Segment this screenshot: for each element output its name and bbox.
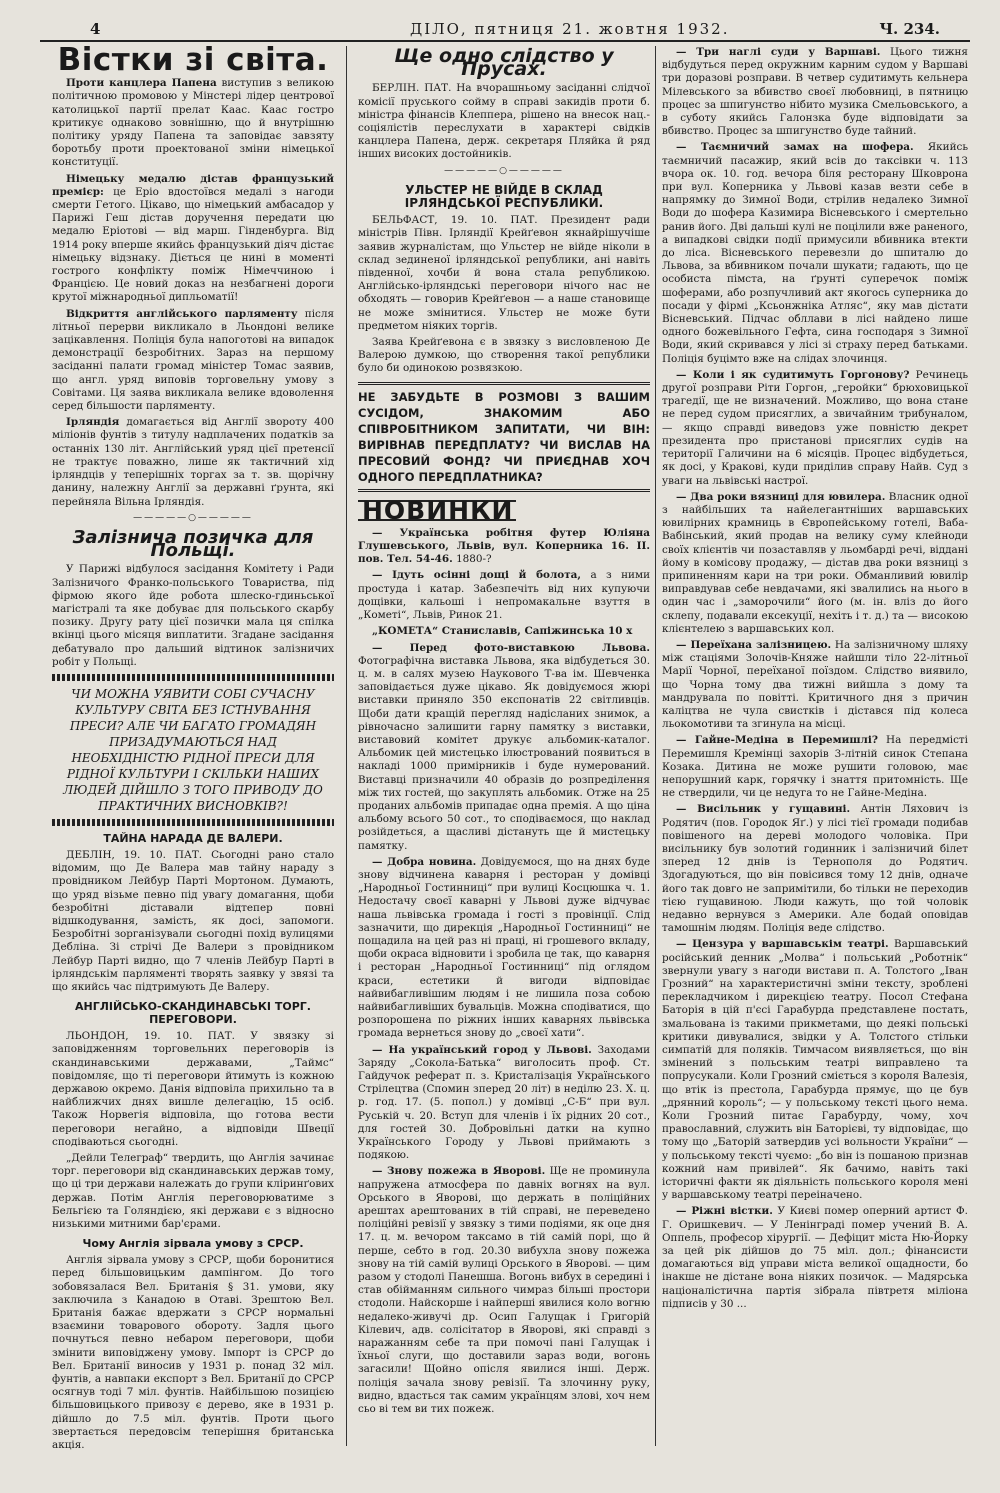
article: Проти канцлера Папена виступив з великою політичною промовою у Мінстері лідер центрової католицької партії прелат Каас. Каас гостро критикує однаково зовнішню, що й внутрішню політику уряду Папена та заповідає завзяту боротьбу проти проектованої зміни німецької конституції. [52, 77, 334, 169]
article: БЕЛЬФАСТ, 19. 10. ПАТ. Президент ради міністрів Півн. Ірляндії Крейґевон якнайрішучіше заявив журналістам, що Ульстер не війде ніколи в склад зединеної ірляндської републики, ані навіть південної, хочби й вона стала републикою. Англійсько-ірляндські переговори нічого нас не обходять — говорив Крейґевон — а наше становище не може змінитися. Ульстер не може бути предметом ніяких торгів. [358, 214, 650, 332]
article: Відкриття англійського парляменту після літньої перерви викликало в Льондоні велике зацікавлення. Поліція була напоготові на випадок демонстрації безробітних. Зараз на першому засіданні палати громад міністер Томас заявив, що англ. уряд виповів торговельну умову з Совітами. Ця заява викликала велике вдоволення серед більшости парляменту. [52, 307, 334, 413]
column-3 [662, 46, 968, 1476]
ornament-divider: —————○————— [133, 512, 253, 523]
news-item: „КОМЕТА“ Станиславів, Сапіжинська 10 x [372, 625, 633, 638]
news-item: — Цензура у варшавськім театрі. Варшавський російський денник „Молва“ і польський „Роботнік“ звернули увагу з нагоди вистави п. А. Толстого „Іван Грозний“ на характеристичні зміни тексту, зроблені перекладчиком і дирекцією театру. Посол Стефана Баторія в цій п'єсі Гарабурда представлене постать, змальована із такими прикметами, що деякі польські критики дивувалися, звідки у А. Толстого стільки симпатій для поляків. Тимчасом виявляється, що він змінений з польським театрі виправлено та попрусукали. Коли Грозний сміється з короля Валезія, що втік із престола, Гарабурда прямує, що це був „дрянний король“; — у польському тексті цього нема. Коли Грозний питає Гарабурду, чому, хоч православний, служить він Баторієві, ту відповідає, що тому що „Баторій затвердив усі вольности України“ — у польському тексті чуємо: „бо він із пошаною признав кожний нам привілей“. Як бачимо, навіть такі історичні факти як діяльність польського короля мені у варшавському театрі переіначено. [662, 938, 968, 1202]
news-item: — Добра новина. Довідуємося, що на днях буде знову відчинена каварня і ресторан у домівці „Народньої Гостинниці“ при вулиці Косцюшка ч. 1. Недостачу своєї каварні у Львові дуже відчуває наша львівська громада і гості з провінції. Слід зазначити, що дирекція „Народньої Гостинниці“ не пощадила на цей раз ні праці, ні грошевого вкладу, щоби окраса відновити і зробила це так, що каварня і ресторан „Народньої Гостинниці“ під оглядом краси, естетики й вигоди відповідає найвибагливішим людям і не лишила поза собою найвибагливіших бувальців. Можна сподіватися, що розпорошена по ріжних інших каварнях львівська громада вернеться знову до „своєї хати“. [358, 855, 650, 1040]
news-item: — Таємничий замах на шофера. Якийсь таємничий пасажир, який всів до таксівки ч. 113 вчора ок. 10. год. вечора біля ресторану Шковрона при вул. Коперника у Львові казав везти себе в напрямку до Зимної Води, стрілив недалеко Зимної Води до шофера Казимира Вісневського і смертельно ранив його. Дві дальші кулі не поцілили вже раненого, а випадкові свідки події примусили вбивника втекти до ліса. Вісневського перевезли до шпиталю до Львова, за вбивником почали шукати; гадають, що це особиста пімста, на ґрунті суперечок поміж шоферами, або розпучливий акт якогось суперника до посади у фірмі „Ксьонжніка Атляс“, яку мав дістати Вісневський. Підчас обллави в лісі найдено лише одного божевільного Гефта, сина господаря з Зимної Води, який скривався у лісі зі страху перед батьками. Поліція буцімто вже на слідах злочинця. [662, 141, 968, 365]
article: ЛЬОНДОН, 19. 10. ПАТ. У звязку зі заповідженням торговельних переговорів із скандинавськими державами, „Таймс“ повідомляє, що ті переговори йтимуть із кожною державою окремо. Данія відповіла прихильно та в найближчих днях вишле делегацію, 15 осіб. Також Норвегія відповіла, що готова вести переговори негайно, а відповіди Швеції сподіваються сьогодні. [52, 1030, 334, 1148]
news-item: — Ріжні вістки. У Києві помер оперний артист Ф. Г. Оришкевич. — У Ленінграді помер учений В. А. Оппель, професор хірургії. — Дефіцит міста Ню-Йорку за цей рік дійшов до 75 міл. дол.; фінансисти домагаються від управи міста великої ощадности, бо інакше не дістане вона ніяких позичок. — Мадярська націоналістична партія зібрала півтретя міліона підписів у 30 ... [662, 1205, 968, 1310]
column-rule [655, 46, 656, 1446]
article: Заява Крейґевона є в звязку з висловленою Де Валерою думкою, що створення такої републики було би одинокою розвязкою. [358, 336, 650, 375]
column-1 [52, 46, 334, 1476]
news-item: — Перед фото-виставкою Львова. Фотографічна виставка Львова, яка відбудеться 30. ц. м. в салях музею Наукового Т-ва ім. Шевченка заповідається дуже цікаво. Як довідуємося жюрі виставки приняло 350 експонатів 22 світливців. Щоби дати кращій перегляд надісланих знимок, а рівночасно залишити гарну памятку з виставки, виставовий комітет друкує альбомик-каталог. Альбомик цей мистецько ілюстрований появиться в накладі 1000 примірників і буде нумерований. Виставці призначили 40 образів до розпреділення між тих гостей, що закуплять альбомик. Отже на 25 проданих альбомів припадає одна премія. А що ціна альбому всього 50 сот., то сподіваємося, що наклад розійдеться, а щасливі дістануть ще й мистецьку памятку. [358, 641, 650, 852]
appeal-box: ЧИ МОЖНА УЯВИТИ СОБІ СУЧАСНУ КУЛЬТУРУ СВІТА БЕЗ ІСТНУВАННЯ ПРЕСИ? АЛЕ ЧИ БАГАТО ГРОМАДЯН ПРИЗАДУМАЮТЬСЯ НАД НЕОБХІДНІСТЮ РІДНОЇ ПРЕСИ ДЛЯ РІДНОЇ КУЛЬТУРИ І СКІЛЬКИ НАШИХ ЛЮДЕЙ ДІЙШЛО З ТОГО ПРИВОДУ ДО ПРАКТИЧНИХ ВИСНОВКІВ?! [63, 686, 323, 813]
news-item: — Гайне-Медіна в Перемишлі? На передмісті Перемишля Кремінці захорів 3-літній синок Степана Козака. Дитина не може рушити головою, має непорушний карк, горячку і знаття притомність. Ще не ствердили, чи це недуга то не Гайне-Медіна. [662, 734, 968, 800]
column-rule [346, 46, 347, 1446]
news-item: — Три наглі суди у Варшаві. Цього тижня відбудуться перед окружним карним судом у Варшаві три доразові розправи. В четвер судитимуть кельнера Мілевського за вбивство своєї любовниці, в пятницю процес за шпигунство нібито музика Смельовського, а в суботу якийсь Галонзка буде відповідати за вбивство. Процес за шпигунство буде тайний. [662, 46, 968, 138]
page-header [40, 18, 970, 42]
article: „Дейли Телеграф“ твердить, що Англія зачинає торг. переговори від скандинавських держав тому, що ці три держави належать до групи кліринґових держав. Потім Англія переговорюватиме з Бельгією та Голяндією, які держави є з відносно низькими митними бар'єрами. [52, 1152, 334, 1231]
article-title: Ще одно слідство у Прусах. [394, 46, 614, 81]
column-2 [358, 46, 650, 1476]
news-item: — Знову пожежа в Яворові. Ще не проминула напружена атмосфера по давніх вогнях на вул. Орського в Яворові, що держать в поліційних арештах арештованих в тій справі, не переведено поліційні ревізії у звязку з тими подіями, як оце дня 17. ц. м. вечором таксамо в тій самій порі, що й перше, себто в год. 20.30 вибухла знову пожежа знову на тій самій вулиці Орського в Яворові. — цим разом у стодолі Панешша. Вогонь вибух в середині і став обійманням сильного чимраз більші простори стодоли. Найскорше і найперші явилися коло вогню недалеко-живучі др. Осип Галущак і Григорій Кілевич, адв. солісітатор в Яворові, які справді з наражанням себе та при помочі пані Галущак і їхньої слуги, що доставили зараз води, вогонь загасили! Щойно опісля явилися інші. Держ. поліція зачала знову ревізії. Та злочинну руку, видно, вдасться так самим українцям злові, хоч нем сьо ві тем ви тих пожеж. [358, 1165, 650, 1416]
ornament-divider: —————○————— [444, 165, 564, 176]
news-item: — Ідуть осінні дощі й болота, а з ними простуда і катар. Забезпечіть від них купуючи дощівки, кальоші і непромакальне взуття в „Кометі“, Львів, Ринок 21. [358, 569, 650, 622]
article-heading: АНГЛІЙСЬКО-СКАНДИНАВСЬКІ ТОРГ. ПЕРЕГОВОРИ. [75, 1000, 311, 1027]
section-title: НОВИНКИ [358, 500, 516, 521]
news-item: — На український город у Львові. Заходами Заряду „Сокола-Батька“ виголосить проф. Ст. Гайдучок реферат п. з. Кристалізація Українського Стрілецтва (Спомин зперед 20 літ) в неділю 23. Х. ц. р. год. 17. (5. попол.) у домівці „С-Б“ при вул. Руській ч. 20. Вступ для членів і їх рідних 20 сот., для гостей 30. Добровільні датки на купно Українського Городу у Львові приймають з подякою. [358, 1043, 650, 1162]
article: БЕРЛІН. ПАТ. На вчорашньому засіданні слідчої комісії пруського сойму в справі закидів проти б. міністра фінансів Клеппера, рішено на внесок нац.-соціялістів переслухати в характері свідків канцлера Папена, держ. секретаря Пляйка й ряд інших високих достойників. [358, 82, 650, 161]
article: У Парижі відбулося засідання Комітету і Ради Залізничого Франко-польського Товариства, під фірмою якого йде робота шлеско-гдиньської магістралі та яке добуває для польського скарбу позику. Другу рату цієї позички мала ця спілка вкінці цього місяця виплатити. Згадане засідання дебатувало про дальший відтинок залізничих робіт у Польщі. [52, 563, 334, 668]
hatched-divider [52, 819, 334, 826]
hatched-divider [52, 674, 334, 681]
article: Англія зірвала умову з СРСР, щоби боронитися перед більшовицьким дампінгом. До того зобовязалася Вел. Британія § 31. умови, яку заключила з Канадою в Отаві. Зрештою Вел. Британія бажає вдержати з СРСР нормальні взаємини товарового обороту. Задля цього почнуться певно небаром переговори, щоби змінити виповіджену умову. Імпорт із СРСР до Вел. Британії виносив у 1931 р. понад 32 міл. фунтів, а навпаки експорт з Вел. Британії до СРСР осягнув тоді 7 міл. фунтів. Найбільшою позицією більшовицького привозу є дерево, яке в 1931 р. дійшло до 7.5 міл. фунтів. Проти цього звертається передовсім теперішня британська акція. [52, 1254, 334, 1452]
news-item: — Два роки вязниці для ювилера. Власник одної з найбільших та найелегантніших варшавських ювилірних крамниць в Європейському готелі, Ваба-Вабінський, який продав на велику суму клейноди своїх клієнтів чи позаставляв у льомбарді речі, віддані йому в комісову продажу, — дістав два роки вязниці з припиненням кари на три роки. Обманливий ювилір виправдував себе невдачами, які звалились на нього в один час і „заморочили“ його (м. ін. вліз до його склепу, подавали ексекуції, нехіть і т. д.) та — високою клієнтелею з варшавських кол. [662, 490, 968, 635]
article-heading: УЛЬСТЕР НЕ ВІЙДЕ В СКЛАД ІРЛЯНДСЬКОЇ РЕСПУБЛИКИ. [404, 182, 604, 211]
article-heading: Чому Англія зірвала умову з СРСР. [82, 1237, 304, 1251]
article-heading: ТАЙНА НАРАДА ДЕ ВАЛЕРИ. [103, 831, 283, 845]
article: ДЕБЛІН, 19. 10. ПАТ. Сьогодні рано стало відомим, що Де Валера мав тайну нараду з провідником Лейбур Парті Мортоном. Думають, що уряд візьме певно під увагу домагання, щоби безробітні діставали відтепер повні відшкодування, замість, як досі, запомоги. Безробітні зорганізували сьогодні похід вулицями Дебліна. Зі стрічі Де Валери з провідником Лейбур Парті видно, що 7 членів Лейбур Парті в ірляндськім парляменті творять заявку у звязі та що якийсь час підтримують Де Валеру. [52, 848, 334, 993]
page-number: 4 [90, 20, 101, 38]
news-item: — Українська робітня футер Юліяна Глушевського, Львів, вул. Коперника 16. II. пов. Тел. 54-46. 1880-? [358, 526, 650, 566]
section-title: Вістки зі світа. [57, 46, 329, 78]
article: Ірляндія домагається від Англії звороту 400 міліонів фунтів з титулу надплачених податків за останніх 130 літ. Англійський уряд цієї претенсії не трактує поважно, лише як тактичний хід ірляндців у теперішніх торгах за т. зв. щорічну данину, належну Англії за державні ґрунта, які перейняла Вільна Ірляндія. [52, 416, 334, 508]
masthead: ДІЛО, пятниця 21. жовтня 1932. [410, 20, 730, 38]
appeal-box: НЕ ЗАБУДЬТЕ В РОЗМОВІ З ВАШИМ СУСІДОМ, ЗНАКОМИМ АБО СПІВРОБІТНИКОМ ЗАПИТАТИ, ЧИ ВІН: ВИРІВНАВ ПЕРЕДПЛАТУ? ЧИ ВИСЛАВ НА ПРЕСОВИЙ ФОНД? ЧИ ПРИЄДНАВ ХОЧ ОДНОГО ПЕРЕДПЛАТНИКА? [358, 382, 650, 492]
news-item: — Висільник у гущавині. Антін Ляхович із Родятич (пов. Городок Яґ.) у лісі тієї громади подибав повішеного на дереві молодого чоловіка. При висільнику був золотий годинник і залізничий білет зперед 12 днів із Тернополя до Родятич. Здогадуються, що він повісився тому 12 днів, одначе його так довго не запримітили, бо тільки не переходив тією гущавиною. Люди кажуть, що той чоловік недавно вернувся з Америки. Але бодай оповідав тамошнім людям. Поліція веде слідство. [662, 803, 968, 935]
article-title: Залізнича позичка для Польщі. [72, 526, 314, 562]
issue-number: Ч. 234. [879, 20, 940, 38]
news-item: — Переїхана залізницею. На залізничному шляху між стаціями Золочів-Княже найшли тіло 22-літньої Марії Чорної, переїханої поїздом. Слідство виявило, що Чорна тому два тижні вийшла з дому та мандрувала по повітті. Критичного дня з причин каліцтва не чула свистків і дістався під колеса льокомотиви та згинула на місці. [662, 638, 968, 731]
news-item: — Коли і як судитимуть Горгонову? Речинець другої розправи Ріти Горгон, „геройки“ брюховицької трагедії, ще не визначений. Можливо, що вона стане не перед судом присяглих, а звичайним трибуналом, — якщо справді виведовз уже повністю декрет президента про пристанові присяглих судів на території Галичини на 6 місяців. Процес відбудеться, як досі, у Кракові, куди приділив справу Найв. Суд з уваги на львівські настрої. [662, 368, 968, 487]
article: Німецьку медалю дістав французький премієр: це Еріо вдостоївся медалі з нагоди смерти Гетого. Цікаво, що німецький амбасадор у Парижі Геш дістав доручення передати цю медалю Еріотові — від марш. Гінденбурга. Від 1914 року вперше якийсь французький діяч дістає німецьку відзнаку. Діється це нині в моменті гострого конфлікту поміж Німеччиною і Францією. Це новий доказ на незбагнені дороги крутої міжнародньої дипльоматії! [52, 172, 334, 304]
